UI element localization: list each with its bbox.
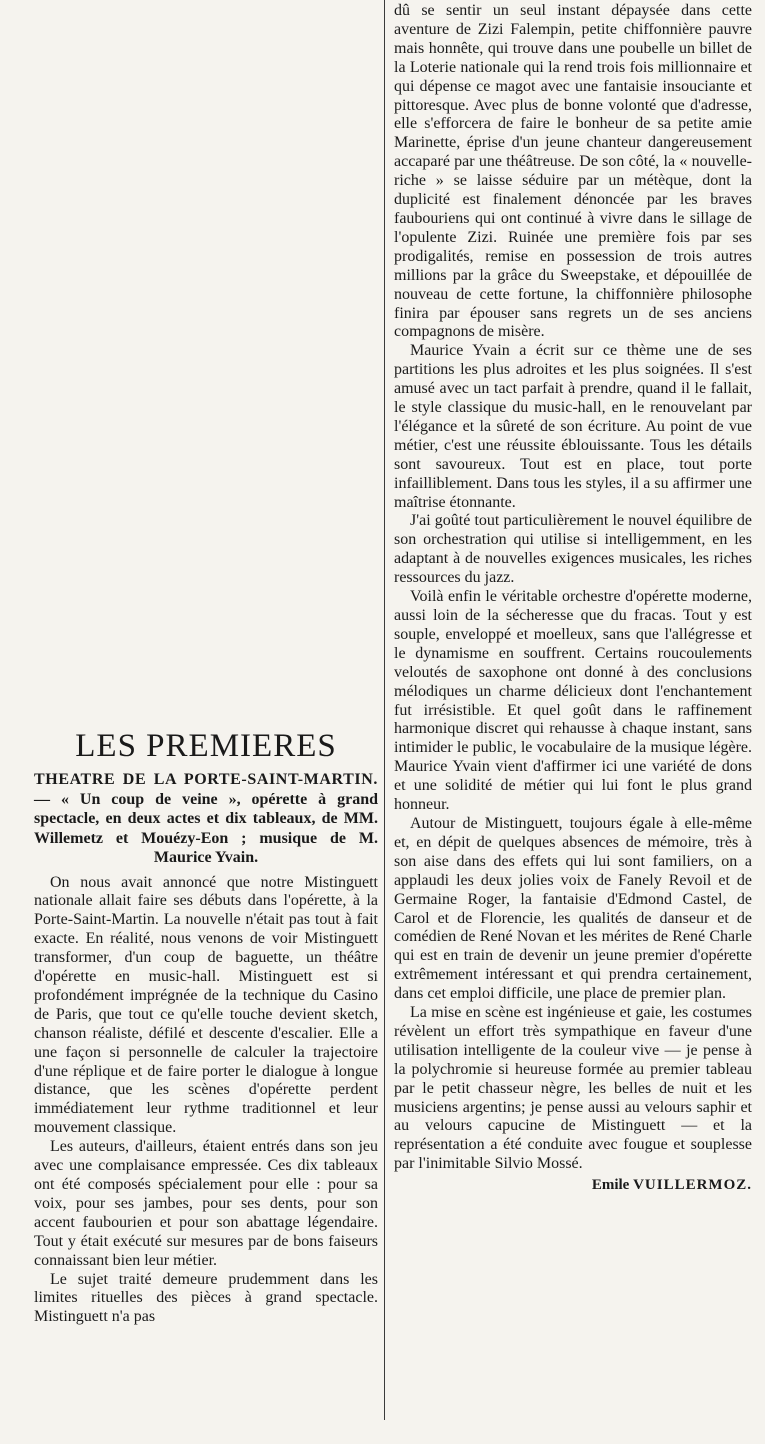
author-first-name: Emile bbox=[591, 1177, 630, 1194]
author-signature bbox=[394, 1176, 752, 1195]
paragraph: Maurice Yvain a écrit sur ce thème une de ses partitions les plus adroites et les plus soignées. Il s'est amusé avec un tact parfait à prendre, quand il le fallait, le style classique du music-hall, en le renouvelant par l'élégance et la sûreté de son écriture. Au point de vue métier, c'est une réussite éblouissante. Tous les détails sont savoureux. Tout est en place, tout porte infailliblement. Dans tous les styles, il a su affirmer une maîtrise étonnante. bbox=[394, 342, 752, 511]
paragraph: Autour de Mistinguett, toujours égale à elle-même et, en dépit de quelques absences de mémoire, très à son aise dans des effets qui lui sont familiers, on a applaudi les deux jolies voix de Fanely Revoil et de Germaine Roger, la fantaisie d'Edmond Castel, de Carol et de Florencie, les qualités de danseur et de comédien de René Novan et les mérites de René Charle qui est en train de devenir un jeune premier d'opérette extrêmement intéressant et qui prendra certainement, dans cet emploi difficile, une place de premier plan. bbox=[394, 814, 752, 1003]
subhead-details: — « Un coup de veine », opérette à grand spectacle, en deux actes et dix tableaux, de MM. Willemetz et Mouézy-Eon ; musique de M. Maurice Yvain. bbox=[34, 790, 378, 866]
paragraph: Le sujet traité demeure prudemment dans les limites rituelles des pièces à grand spectacle. Mistinguett n'a pas bbox=[34, 1270, 378, 1326]
paragraph: On nous avait annoncé que notre Mistinguett nationale allait faire ses débuts dans l'opérette, à la Porte-Saint-Martin. La nouvelle n'était pas tout à fait exacte. En réalité, nous venons de voir Mistinguett transformer, d'un coup de baguette, un théâtre d'opérette en music-hall. Mistinguett est si profondément imprégnée de la technique du Casino de Paris, que tout ce qu'elle touche devient sketch, chanson réaliste, défilé et descente d'escalier. Elle a une façon si personnelle de calculer la trajectoire d'une réplique et de faire porter le dialogue à longue distance, que les scènes d'opérette perdent immédiatement leur rythme traditionnel et leur mouvement classique. bbox=[34, 873, 378, 1137]
paragraph: La mise en scène est ingénieuse et gaie, les costumes révèlent un effort très sympathique en faveur d'une utilisation intelligente de la couleur vive — je pense à la polychromie si heureuse formée au premier tableau par le petit chasseur nègre, les belles de nuit et les musiciens argentins; je pense aussi au velours saphir et au velours capucine de Mistinguett — et la représentation a été conduite avec fougue et souplesse par l'inimitable Silvio Mossé. bbox=[394, 1004, 752, 1173]
paragraph-continuation: dû se sentir un seul instant dépaysée dans cette aventure de Zizi Falempin, petite chiffonnière pauvre mais honnête, qui trouve dans une poubelle un billet de la Loterie nationale qui la rend trois fois millionnaire et qui dépense ce magot avec une fantaisie insouciante et pittoresque. Avec plus de bonne volonté que d'adresse, elle s'efforcera de faire le bonheur de sa petite amie Marinette, éprise d'un jeune chanteur dangereusement accaparé par une théâtreuse. De son côté, la « nouvelle-riche » se laisse séduire par un métèque, dont la duplicité est finalement dénoncée par les braves faubouriens qui ont continué à vivre dans le sillage de l'opulente Zizi. Ruinée une première fois par ses prodigalités, remise en possession de trois autres millions par la grâce du Sweepstake, et dépouillée de nouveau de cette fortune, la chiffonnière philosophe finira par épouser sans regrets un de ses anciens compagnons de misère. bbox=[394, 2, 752, 341]
subheadline bbox=[34, 770, 378, 868]
column-rule bbox=[384, 0, 385, 1420]
left-column bbox=[34, 726, 378, 1327]
paragraph: J'ai goûté tout particulièrement le nouvel équilibre de son orchestration qui utilise si intelligemment, en les adaptant à de nouvelles exigences musicales, les riches ressources du jazz. bbox=[394, 512, 752, 587]
subhead-venue: THEATRE DE LA PORTE-SAINT-MARTIN. bbox=[34, 771, 378, 788]
paragraph: Les auteurs, d'ailleurs, étaient entrés dans son jeu avec une complaisance empressée. Ces dix tableaux ont été composés spécialement pour elle : pour sa voix, pour ses jambes, pour ses dents, pour son accent faubourien et pour son abattage légendaire. Tout y était exécuté sur mesures par de bons faiseurs connaissant bien leur métier. bbox=[34, 1138, 378, 1269]
paragraph: Voilà enfin le véritable orchestre d'opérette moderne, aussi loin de la sécheresse que du fracas. Tout y est souple, enveloppé et moelleux, sans que l'allégresse et le dynamisme en souffrent. Certains roucoulements veloutés de saxophone ont donné à des conclusions mélodiques un charme délicieux dont l'enchantement fut irrésistible. Et quel goût dans le raffinement harmonique discret qui rehausse à chaque instant, sans intimider le public, le vocabulaire de la musique légère. Maurice Yvain vient d'affirmer ici une variété de dons et une solidité de métier qui lui font le plus grand honneur. bbox=[394, 588, 752, 814]
author-last-name: VUILLERMOZ. bbox=[633, 1177, 752, 1194]
right-column bbox=[394, 2, 752, 1195]
headline: LES PREMIERES bbox=[75, 728, 337, 764]
